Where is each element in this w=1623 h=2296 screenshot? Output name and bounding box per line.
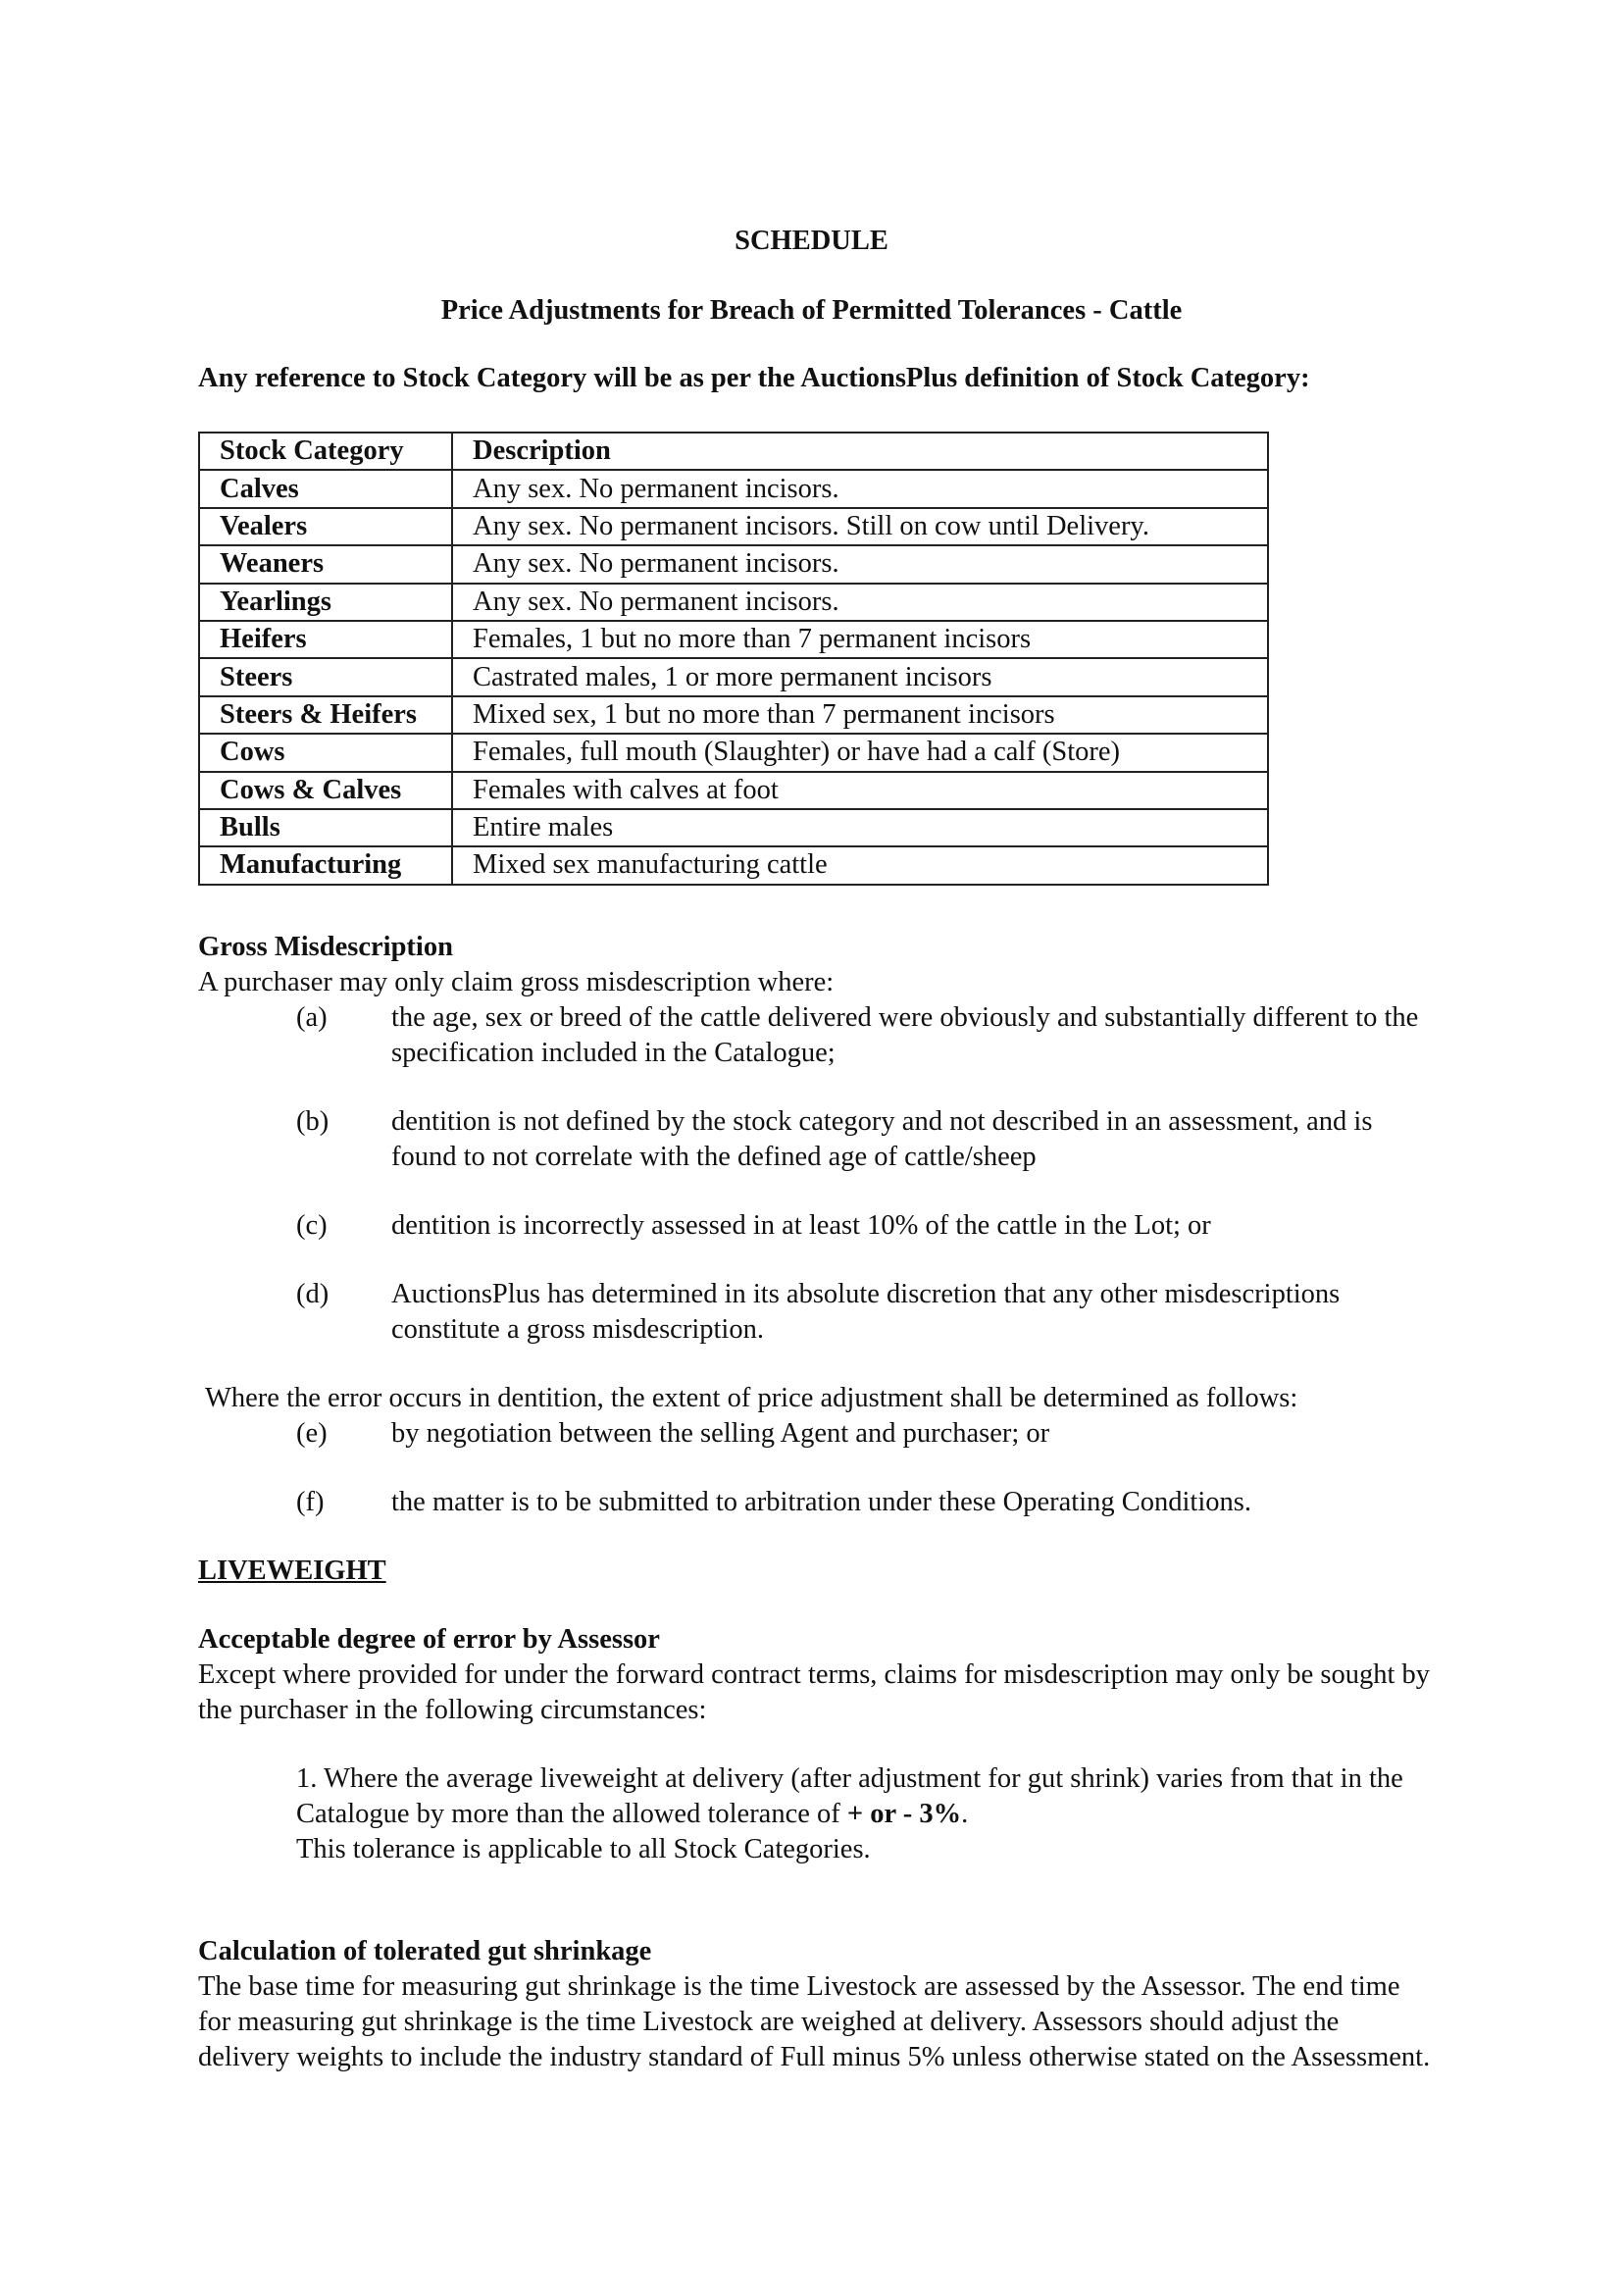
page-title: SCHEDULE (735, 226, 888, 256)
category-cell: Calves (199, 470, 452, 507)
table-row (199, 734, 1268, 771)
table-row (199, 621, 1268, 658)
category-cell: Heifers (199, 621, 452, 658)
error-text: Except where provided for under the forward contract terms, claims for misdescription may only be sought by the purchaser in the following circumstances: (198, 1659, 1431, 1725)
category-cell: Vealers (199, 508, 452, 545)
error-heading: Acceptable degree of error by Assessor (198, 1624, 660, 1655)
description-cell: Castrated males, 1 or more permanent incisors (452, 658, 1268, 695)
tolerance-note: This tolerance is applicable to all Stock Categories. (296, 1834, 871, 1864)
description-cell: Any sex. No permanent incisors. (452, 545, 1268, 583)
table-row (199, 846, 1268, 884)
item-label: (c) (296, 1210, 328, 1241)
table-row (199, 508, 1268, 545)
liveweight-heading: LIVEWEIGHT (198, 1556, 386, 1586)
category-cell: Cows & Calves (199, 772, 452, 809)
item-label: (b) (296, 1106, 330, 1137)
description-cell: Females with calves at foot (452, 772, 1268, 809)
item-label: (e) (296, 1418, 328, 1449)
dentition-lead: Where the error occurs in dentition, the extent of price adjustment shall be determined as follows: (205, 1383, 1298, 1413)
shrink-text: The base time for measuring gut shrinkage is the time Livestock are assessed by the Assessor. The end time for measuring gut shrinkage is the time Livestock are weighed at delivery. Assessors should adjust the delivery weights to include the industry standard of Full minus 5% unless otherwise stated on the Assessment. (198, 1971, 1431, 2072)
table-header-row (199, 433, 1268, 470)
table-row (199, 470, 1268, 507)
stock-category-table (198, 432, 1269, 886)
table-row (199, 696, 1268, 734)
gross-lead: A purchaser may only claim gross misdescription where: (198, 967, 835, 997)
description-cell: Females, 1 but no more than 7 permanent incisors (452, 621, 1268, 658)
description-cell: Any sex. No permanent incisors. (452, 584, 1268, 621)
category-cell: Steers (199, 658, 452, 695)
table-row (199, 584, 1268, 621)
table-row (199, 658, 1268, 695)
description-cell: Any sex. No permanent incisors. Still on cow until Delivery. (452, 508, 1268, 545)
tolerance-value: + or - 3% (846, 1799, 962, 1829)
gross-heading: Gross Misdescription (198, 932, 453, 962)
item-text: the age, sex or breed of the cattle delivered were obviously and substantially different to the specification included in the Catalogue; (391, 1002, 1419, 1068)
category-cell: Manufacturing (199, 846, 452, 884)
description-cell: Any sex. No permanent incisors. (452, 470, 1268, 507)
description-cell: Entire males (452, 809, 1268, 846)
tolerance-point-text: 1. Where the average liveweight at delivery (after adjustment for gut shrink) varies from that in the Catalogue by more than the allowed tolerance of (296, 1763, 1403, 1829)
shrink-heading: Calculation of tolerated gut shrinkage (198, 1936, 652, 1966)
description-cell: Females, full mouth (Slaughter) or have had a calf (Store) (452, 734, 1268, 771)
intro-text: Any reference to Stock Category will be as per the AuctionsPlus definition of Stock Category: (198, 363, 1310, 393)
header-description: Description (452, 433, 1268, 470)
item-label: (f) (296, 1487, 325, 1517)
header-stock-category: Stock Category (199, 433, 452, 470)
item-text: dentition is not defined by the stock category and not described in an assessment, and is found to not correlate with the defined age of cattle/sheep (391, 1106, 1373, 1172)
tolerance-point-end: . (961, 1799, 969, 1829)
item-label: (a) (296, 1002, 328, 1033)
category-cell: Weaners (199, 545, 452, 583)
tolerance-point (296, 1761, 1434, 1832)
item-text: dentition is incorrectly assessed in at least 10% of the cattle in the Lot; or (391, 1210, 1211, 1241)
table-row (199, 545, 1268, 583)
description-cell: Mixed sex manufacturing cattle (452, 846, 1268, 884)
page-subtitle: Price Adjustments for Breach of Permitted Tolerances - Cattle (440, 295, 1183, 326)
item-text: by negotiation between the selling Agent and purchaser; or (391, 1418, 1050, 1449)
category-cell: Bulls (199, 809, 452, 846)
item-label: (d) (296, 1279, 330, 1309)
category-cell: Yearlings (199, 584, 452, 621)
category-cell: Cows (199, 734, 452, 771)
category-cell: Steers & Heifers (199, 696, 452, 734)
table-row (199, 809, 1268, 846)
description-cell: Mixed sex, 1 but no more than 7 permanent incisors (452, 696, 1268, 734)
table-row (199, 772, 1268, 809)
item-text: AuctionsPlus has determined in its absolute discretion that any other misdescriptions constitute a gross misdescription. (391, 1279, 1341, 1345)
item-text: the matter is to be submitted to arbitration under these Operating Conditions. (391, 1487, 1251, 1517)
